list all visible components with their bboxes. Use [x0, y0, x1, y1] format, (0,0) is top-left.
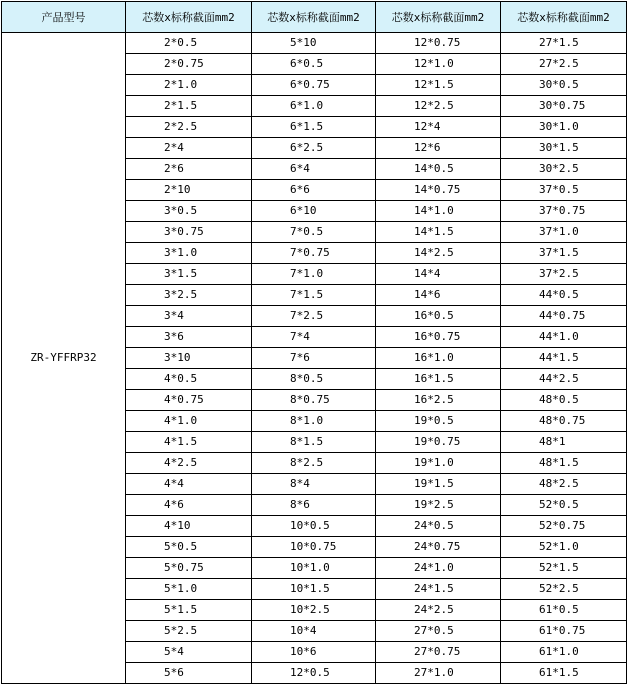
spec-cell: 2*2.5: [126, 117, 252, 138]
spec-cell: 14*2.5: [376, 243, 501, 264]
spec-cell: 8*0.75: [252, 390, 376, 411]
spec-cell: 37*1.5: [501, 243, 627, 264]
spec-cell: 12*0.5: [252, 663, 376, 684]
spec-cell: 6*0.5: [252, 54, 376, 75]
spec-cell: 16*2.5: [376, 390, 501, 411]
spec-cell: 3*0.5: [126, 201, 252, 222]
spec-cell: 19*1.0: [376, 453, 501, 474]
spec-cell: 5*0.5: [126, 537, 252, 558]
spec-cell: 5*10: [252, 33, 376, 54]
spec-cell: 4*1.5: [126, 432, 252, 453]
spec-cell: 14*1.5: [376, 222, 501, 243]
spec-cell: 7*4: [252, 327, 376, 348]
spec-cell: 48*0.5: [501, 390, 627, 411]
spec-cell: 44*0.75: [501, 306, 627, 327]
spec-cell: 27*1.5: [501, 33, 627, 54]
spec-cell: 19*0.75: [376, 432, 501, 453]
spec-cell: 27*1.0: [376, 663, 501, 684]
spec-cell: 2*0.75: [126, 54, 252, 75]
spec-cell: 27*0.5: [376, 621, 501, 642]
header-cores-2: 芯数x标称截面mm2: [252, 2, 376, 33]
spec-cell: 16*0.5: [376, 306, 501, 327]
spec-cell: 2*0.5: [126, 33, 252, 54]
spec-cell: 8*4: [252, 474, 376, 495]
spec-cell: 61*1.0: [501, 642, 627, 663]
spec-cell: 61*1.5: [501, 663, 627, 684]
spec-cell: 19*2.5: [376, 495, 501, 516]
spec-cell: 6*4: [252, 159, 376, 180]
spec-cell: 44*0.5: [501, 285, 627, 306]
spec-cell: 3*4: [126, 306, 252, 327]
spec-cell: 24*0.75: [376, 537, 501, 558]
spec-cell: 2*6: [126, 159, 252, 180]
spec-cell: 16*1.5: [376, 369, 501, 390]
spec-cell: 2*10: [126, 180, 252, 201]
spec-cell: 12*0.75: [376, 33, 501, 54]
spec-cell: 30*1.5: [501, 138, 627, 159]
header-model: 产品型号: [2, 2, 126, 33]
spec-cell: 2*4: [126, 138, 252, 159]
model-cell: ZR-YFFRP32: [2, 33, 126, 684]
spec-cell: 3*2.5: [126, 285, 252, 306]
spec-cell: 48*0.75: [501, 411, 627, 432]
spec-cell: 52*1.5: [501, 558, 627, 579]
header-cores-1: 芯数x标称截面mm2: [126, 2, 252, 33]
spec-cell: 7*2.5: [252, 306, 376, 327]
spec-cell: 8*6: [252, 495, 376, 516]
spec-cell: 61*0.5: [501, 600, 627, 621]
spec-cell: 27*2.5: [501, 54, 627, 75]
spec-cell: 4*4: [126, 474, 252, 495]
header-row: [2, 2, 627, 33]
spec-cell: 7*1.5: [252, 285, 376, 306]
spec-cell: 6*1.5: [252, 117, 376, 138]
spec-cell: 14*6: [376, 285, 501, 306]
spec-cell: 16*0.75: [376, 327, 501, 348]
spec-cell: 3*10: [126, 348, 252, 369]
spec-cell: 44*1.0: [501, 327, 627, 348]
spec-cell: 27*0.75: [376, 642, 501, 663]
spec-cell: 37*2.5: [501, 264, 627, 285]
spec-cell: 12*1.0: [376, 54, 501, 75]
spec-cell: 6*2.5: [252, 138, 376, 159]
table-row: [2, 33, 627, 54]
spec-cell: 24*1.5: [376, 579, 501, 600]
spec-cell: 52*1.0: [501, 537, 627, 558]
spec-cell: 48*2.5: [501, 474, 627, 495]
spec-cell: 12*4: [376, 117, 501, 138]
spec-cell: 7*1.0: [252, 264, 376, 285]
spec-cell: 52*0.75: [501, 516, 627, 537]
spec-cell: 4*1.0: [126, 411, 252, 432]
spec-cell: 52*0.5: [501, 495, 627, 516]
spec-cell: 12*1.5: [376, 75, 501, 96]
spec-cell: 5*2.5: [126, 621, 252, 642]
spec-cell: 30*1.0: [501, 117, 627, 138]
spec-cell: 30*0.75: [501, 96, 627, 117]
spec-cell: 37*0.5: [501, 180, 627, 201]
header-cores-4: 芯数x标称截面mm2: [501, 2, 627, 33]
spec-cell: 14*0.5: [376, 159, 501, 180]
spec-cell: 3*0.75: [126, 222, 252, 243]
spec-cell: 4*6: [126, 495, 252, 516]
spec-cell: 10*4: [252, 621, 376, 642]
spec-cell: 61*0.75: [501, 621, 627, 642]
spec-cell: 4*0.75: [126, 390, 252, 411]
spec-cell: 6*1.0: [252, 96, 376, 117]
spec-cell: 6*10: [252, 201, 376, 222]
spec-cell: 8*2.5: [252, 453, 376, 474]
spec-cell: 3*1.5: [126, 264, 252, 285]
spec-cell: 5*0.75: [126, 558, 252, 579]
spec-cell: 5*1.0: [126, 579, 252, 600]
spec-cell: 5*6: [126, 663, 252, 684]
spec-table: [1, 1, 627, 684]
spec-cell: 2*1.5: [126, 96, 252, 117]
spec-cell: 19*0.5: [376, 411, 501, 432]
spec-cell: 14*0.75: [376, 180, 501, 201]
spec-cell: 24*0.5: [376, 516, 501, 537]
spec-cell: 44*2.5: [501, 369, 627, 390]
spec-cell: 37*0.75: [501, 201, 627, 222]
spec-cell: 48*1.5: [501, 453, 627, 474]
spec-cell: 8*0.5: [252, 369, 376, 390]
spec-cell: 10*0.5: [252, 516, 376, 537]
spec-cell: 14*1.0: [376, 201, 501, 222]
spec-cell: 30*2.5: [501, 159, 627, 180]
spec-cell: 4*0.5: [126, 369, 252, 390]
spec-cell: 10*2.5: [252, 600, 376, 621]
spec-cell: 16*1.0: [376, 348, 501, 369]
spec-cell: 3*1.0: [126, 243, 252, 264]
spec-cell: 10*0.75: [252, 537, 376, 558]
spec-cell: 10*6: [252, 642, 376, 663]
spec-cell: 48*1: [501, 432, 627, 453]
table-body: [2, 33, 627, 684]
spec-cell: 6*0.75: [252, 75, 376, 96]
spec-cell: 37*1.0: [501, 222, 627, 243]
spec-cell: 52*2.5: [501, 579, 627, 600]
spec-cell: 7*0.5: [252, 222, 376, 243]
spec-cell: 10*1.0: [252, 558, 376, 579]
header-cores-3: 芯数x标称截面mm2: [376, 2, 501, 33]
spec-cell: 14*4: [376, 264, 501, 285]
spec-cell: 30*0.5: [501, 75, 627, 96]
spec-cell: 8*1.0: [252, 411, 376, 432]
spec-cell: 5*1.5: [126, 600, 252, 621]
spec-cell: 7*6: [252, 348, 376, 369]
spec-cell: 5*4: [126, 642, 252, 663]
spec-cell: 4*10: [126, 516, 252, 537]
spec-cell: 4*2.5: [126, 453, 252, 474]
spec-cell: 24*2.5: [376, 600, 501, 621]
spec-cell: 2*1.0: [126, 75, 252, 96]
spec-cell: 10*1.5: [252, 579, 376, 600]
spec-cell: 19*1.5: [376, 474, 501, 495]
spec-cell: 44*1.5: [501, 348, 627, 369]
spec-cell: 8*1.5: [252, 432, 376, 453]
spec-cell: 24*1.0: [376, 558, 501, 579]
spec-cell: 6*6: [252, 180, 376, 201]
spec-cell: 12*6: [376, 138, 501, 159]
spec-cell: 3*6: [126, 327, 252, 348]
spec-cell: 7*0.75: [252, 243, 376, 264]
spec-cell: 12*2.5: [376, 96, 501, 117]
